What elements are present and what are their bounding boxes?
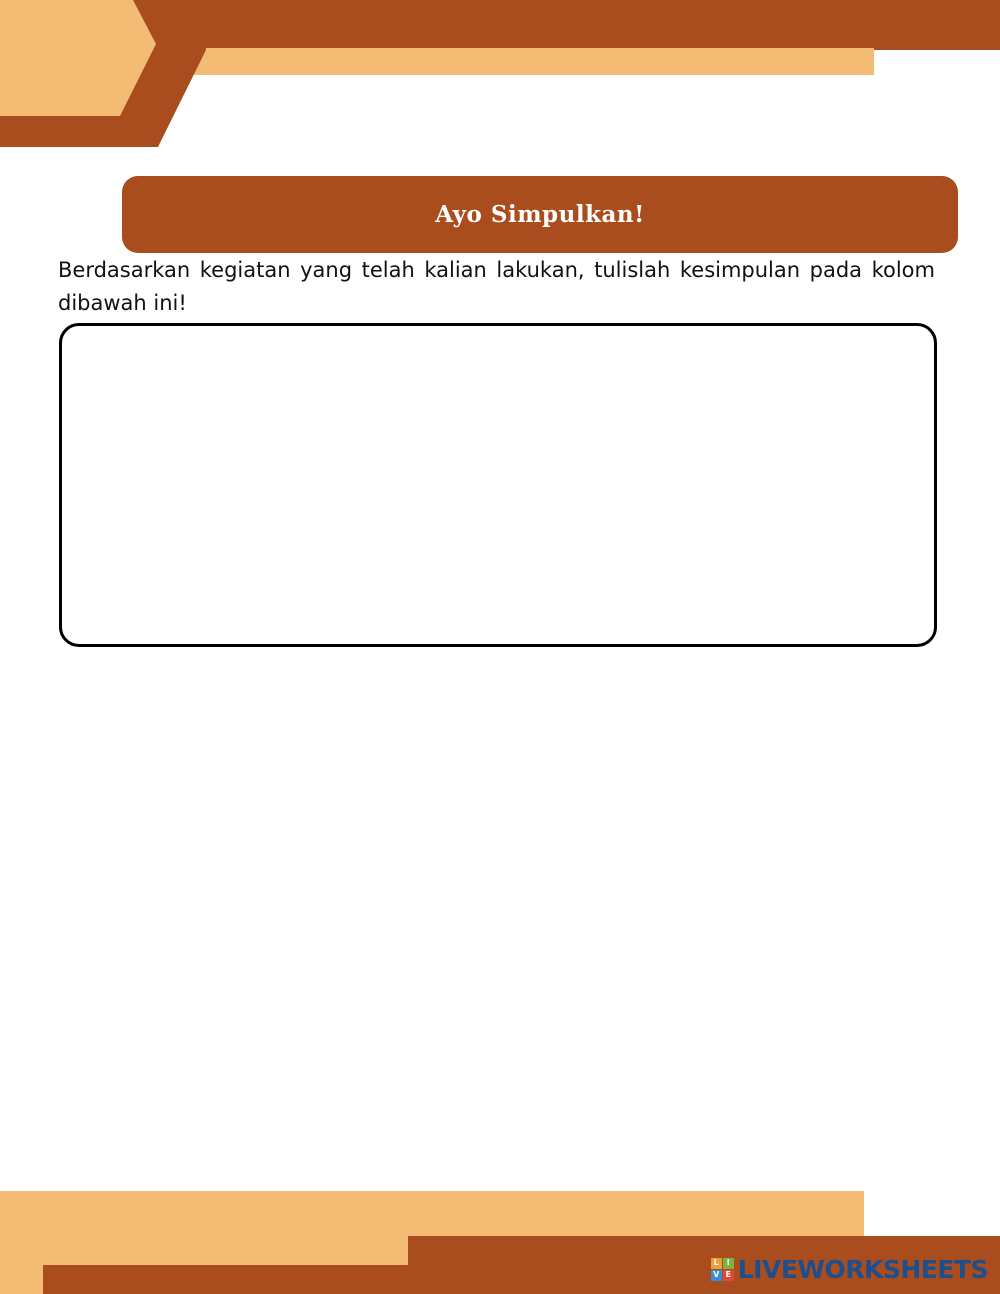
liveworksheets-logo <box>711 1255 988 1283</box>
title-banner <box>122 176 958 253</box>
logo-letter-l: L <box>711 1258 722 1269</box>
page-title: Ayo Simpulkan! <box>435 201 645 228</box>
conclusion-answer-box[interactable] <box>59 323 937 647</box>
instruction-text: Berdasarkan kegiatan yang telah kalian lakukan, tulislah kesimpulan pada kolom dibawah ini! <box>58 258 935 315</box>
logo-letter-e: E <box>723 1270 734 1281</box>
header-decoration <box>0 0 1000 160</box>
logo-letter-v: V <box>711 1270 722 1281</box>
liveworksheets-brand-text: LIVEWORKSHEETS <box>737 1254 988 1284</box>
footer-decoration-dark-left <box>43 1265 409 1294</box>
logo-letter-i: I <box>723 1258 734 1269</box>
liveworksheets-logo-icon <box>711 1258 734 1281</box>
